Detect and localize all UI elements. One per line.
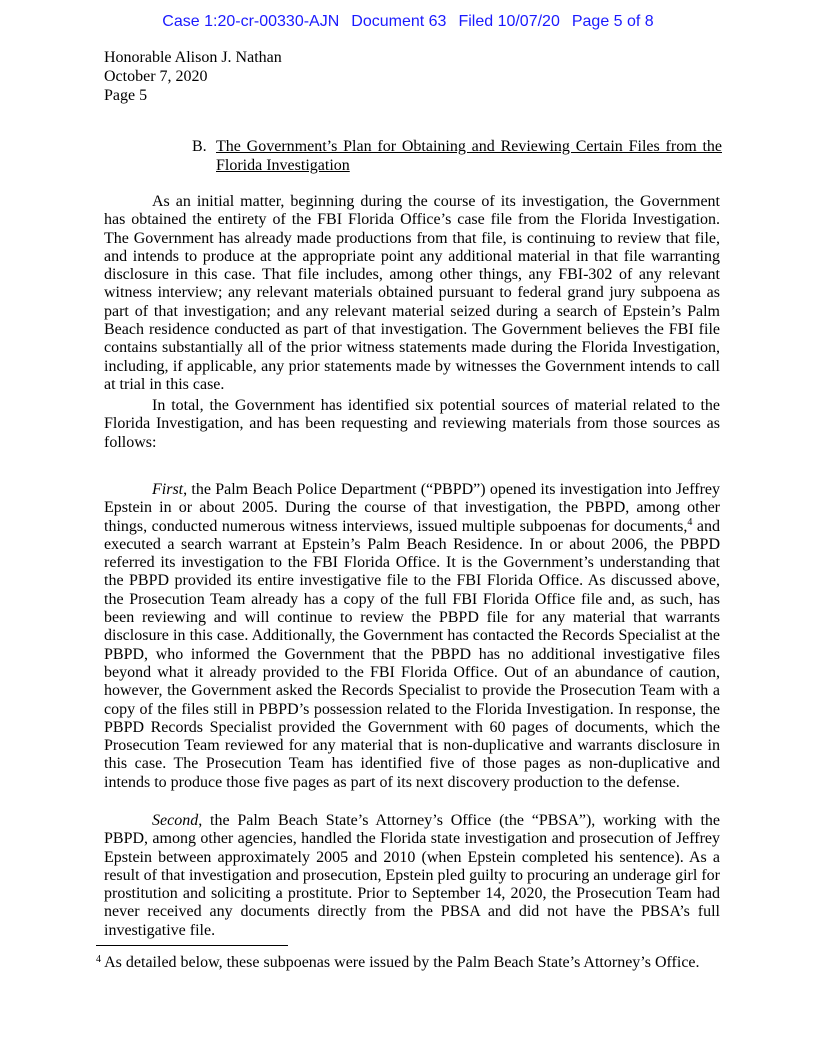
paragraph-part: , the Palm Beach Police Department (“PBPD”) opened its investigation into Jeffrey Epstein in or about 2005. During the course of that investigation, the PBPD, among other things, conducted numerous witness interviews, issued multiple subpoenas for documents, — [104, 481, 720, 535]
paragraph-text — [104, 481, 720, 792]
page-count: Page 5 of 8 — [571, 13, 654, 30]
case-header — [0, 13, 816, 31]
section-letter: B. — [192, 138, 207, 155]
paragraph-six-sources — [104, 397, 720, 452]
footnote — [96, 954, 726, 972]
paragraph-first-pbpd — [104, 481, 720, 792]
letter-date: October 7, 2020 — [104, 68, 208, 85]
paragraph-initial-matter — [104, 193, 720, 394]
footnote-number: 4 — [96, 954, 101, 965]
paragraph-part: and executed a search warrant at Epstein’s Palm Beach Residence. In or about 2006, the PBPD referred its investigation to the FBI Florida Office. It is the Government’s understanding that the PBPD provided its entire investigative file to the FBI Florida Office. As discussed above, the Prosecution Team already has a copy of the full FBI Florida Office file and, as such, has been reviewing and will continue to review the PBPD file for any material that warrants disclosure in this case. Additionally, the Government has contacted the Records Specialist at the PBPD, who informed the Government that the PBPD has no additional investigative files beyond what it already provided to the FBI Florida Office. Out of an abundance of caution, however, the Government asked the Records Specialist to provide the Prosecution Team with a copy of the files still in PBPD’s possession related to the Florida Investigation. In response, the PBPD Records Specialist provided the Government with 60 pages of documents, which the Prosecution Team reviewed for any material that is non-duplicative and warrants disclosure in this case. The Prosecution Team has identified five of those pages as non-duplicative and intends to produce those five pages as part of its next discovery production to the defense. — [104, 517, 720, 791]
paragraph-text: In total, the Government has identified six potential sources of material related to the Florida Investigation, and has been requesting and reviewing materials from those sources as follows: — [104, 397, 720, 451]
section-heading — [192, 137, 722, 175]
paragraph-second-pbsa — [104, 812, 720, 940]
paragraph-part: , the Palm Beach State’s Attorney’s Office (the “PBSA”), working with the PBPD, among other agencies, handled the Florida state investigation and prosecution of Jeffrey Epstein between approximately 2005 and 2010 (when Epstein completed his sentence). As a result of that investigation and prosecution, Epstein pled guilty to procuring an underage girl for prostitution and soliciting a prostitute. Prior to September 14, 2020, the Prosecution Team had never received any documents directly from the PBSA and did not have the PBSA’s full investigative file. — [104, 812, 720, 939]
paragraph-text — [104, 812, 720, 940]
document-number: Document 63 — [351, 13, 447, 30]
section-title: The Government’s Plan for Obtaining and Reviewing Certain Files from the Florida Investigation — [216, 138, 722, 174]
footnote-text: As detailed below, these subpoenas were issued by the Palm Beach State’s Attorney’s Office. — [101, 954, 700, 971]
paragraph-text: As an initial matter, beginning during the course of its investigation, the Government has obtained the entirety of the FBI Florida Office’s case file from the Florida Investigation. The Government has already made productions from that file, is continuing to review that file, and intends to produce at the appropriate point any additional material in that file warranting disclosure in this case. That file includes, among other things, any FBI-302 of any relevant witness interview; any relevant materials obtained pursuant to federal grand jury subpoena as part of that investigation; and any relevant material seized during a search of Epstein’s Palm Beach residence conducted as part of that investigation. The Government believes the FBI file contains substantially all of the prior witness statements made during the Florida Investigation, including, if applicable, any prior statements made by witnesses the Government intends to call at trial in this case. — [104, 193, 720, 393]
footnote-reference[interactable]: 4 — [687, 516, 693, 528]
lead-word: Second — [152, 812, 199, 829]
case-number: Case 1:20-cr-00330-AJN — [162, 13, 340, 30]
addressee: Honorable Alison J. Nathan — [104, 49, 282, 66]
page-number: Page 5 — [104, 87, 148, 104]
lead-word: First — [152, 481, 184, 498]
footnote-divider — [96, 945, 288, 946]
filed-date: Filed 10/07/20 — [458, 13, 560, 30]
letterhead — [104, 48, 282, 105]
